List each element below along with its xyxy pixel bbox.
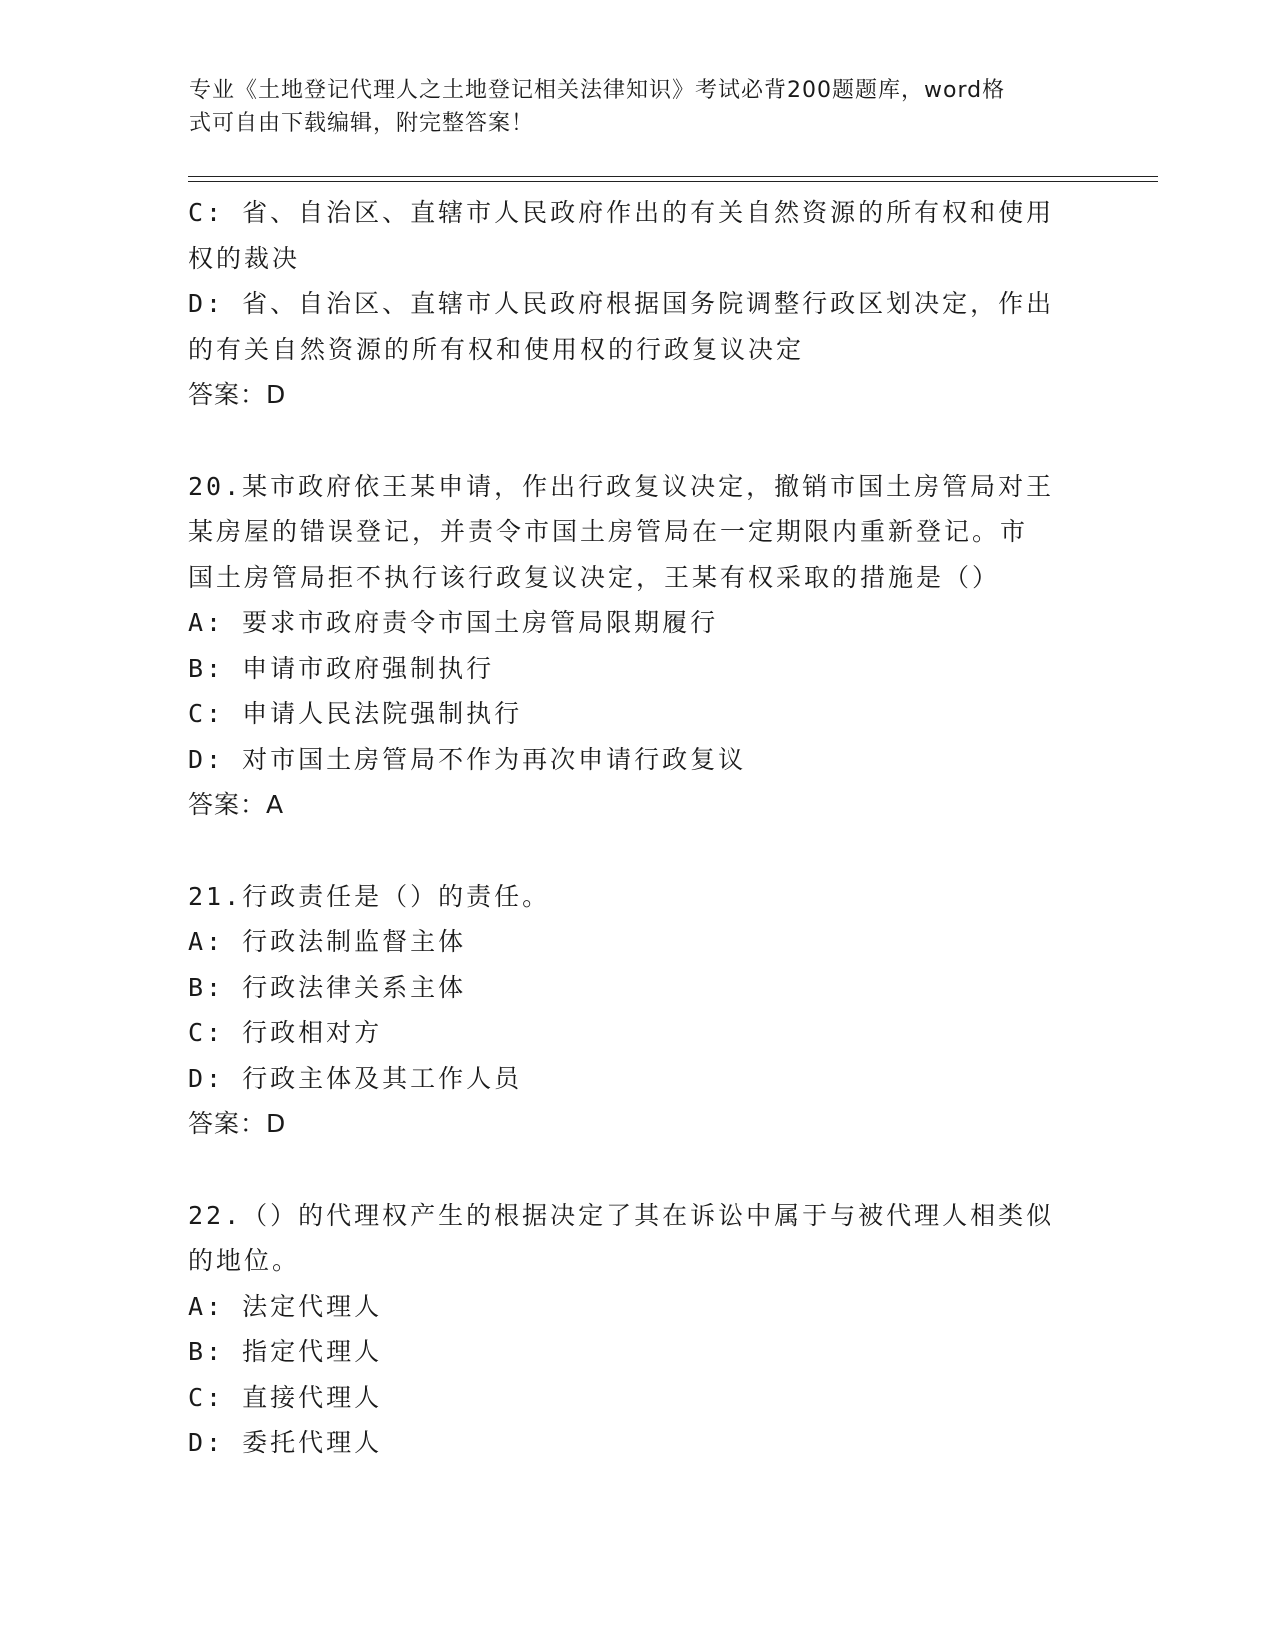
question-block: [188, 464, 1088, 828]
question-body: [188, 190, 1088, 1466]
option-line: 权的裁决: [188, 243, 301, 273]
option-c: C: 行政相对方: [188, 1018, 383, 1047]
option-c: C: 申请人民法院强制执行: [188, 699, 523, 728]
option-b: B: 申请市政府强制执行: [188, 653, 495, 683]
option-d: D: 对市国土房管局不作为再次申请行政复议: [188, 744, 747, 774]
answer-line: 答案：D: [188, 380, 287, 409]
option-line: 的有关自然资源的所有权和使用权的行政复议决定: [188, 334, 805, 364]
question-stem-line: 国土房管局拒不执行该行政复议决定，王某有权采取的措施是（）: [188, 562, 1001, 592]
header-line-2: 式可自由下载编辑，附完整答案！: [189, 111, 535, 136]
option-line: C: 省、自治区、直辖市人民政府作出的有关自然资源的所有权和使用: [188, 198, 1055, 227]
option-b: B: 指定代理人: [188, 1337, 383, 1366]
question-stem-line: 某房屋的错误登记，并责令市国土房管局在一定期限内重新登记。市: [188, 517, 1029, 546]
option-c: C: 直接代理人: [188, 1382, 383, 1412]
answer-line: 答案：D: [188, 1109, 287, 1138]
block-spacer: [188, 1147, 1088, 1193]
question-block: [188, 1193, 1088, 1466]
question-stem-line: 21.行政责任是（）的责任。: [188, 881, 551, 911]
option-a: A: 要求市政府责令市国土房管局限期履行: [188, 608, 719, 637]
document-header: [189, 74, 1069, 140]
answer-line: 答案：A: [188, 790, 285, 819]
question-stem-line: 的地位。: [188, 1246, 301, 1275]
header-divider-top: [188, 176, 1158, 177]
question-block: [188, 874, 1088, 1147]
option-a: A: 行政法制监督主体: [188, 927, 467, 956]
option-b: B: 行政法律关系主体: [188, 972, 467, 1002]
question-stem-line: 20.某市政府依王某申请，作出行政复议决定，撤销市国土房管局对王: [188, 471, 1055, 501]
header-divider-bottom: [188, 181, 1158, 182]
option-d: D: 委托代理人: [188, 1428, 383, 1457]
header-line-1: 专业《土地登记代理人之土地登记相关法律知识》考试必背200题题库，word格: [189, 78, 1006, 103]
question-stem-line: 22.（）的代理权产生的根据决定了其在诉讼中属于与被代理人相类似: [188, 1200, 1055, 1230]
block-spacer: [188, 418, 1088, 464]
option-line: D: 省、自治区、直辖市人民政府根据国务院调整行政区划决定，作出: [188, 289, 1055, 318]
option-d: D: 行政主体及其工作人员: [188, 1063, 523, 1093]
option-a: A: 法定代理人: [188, 1291, 383, 1321]
question-block: [188, 190, 1088, 418]
block-spacer: [188, 828, 1088, 874]
